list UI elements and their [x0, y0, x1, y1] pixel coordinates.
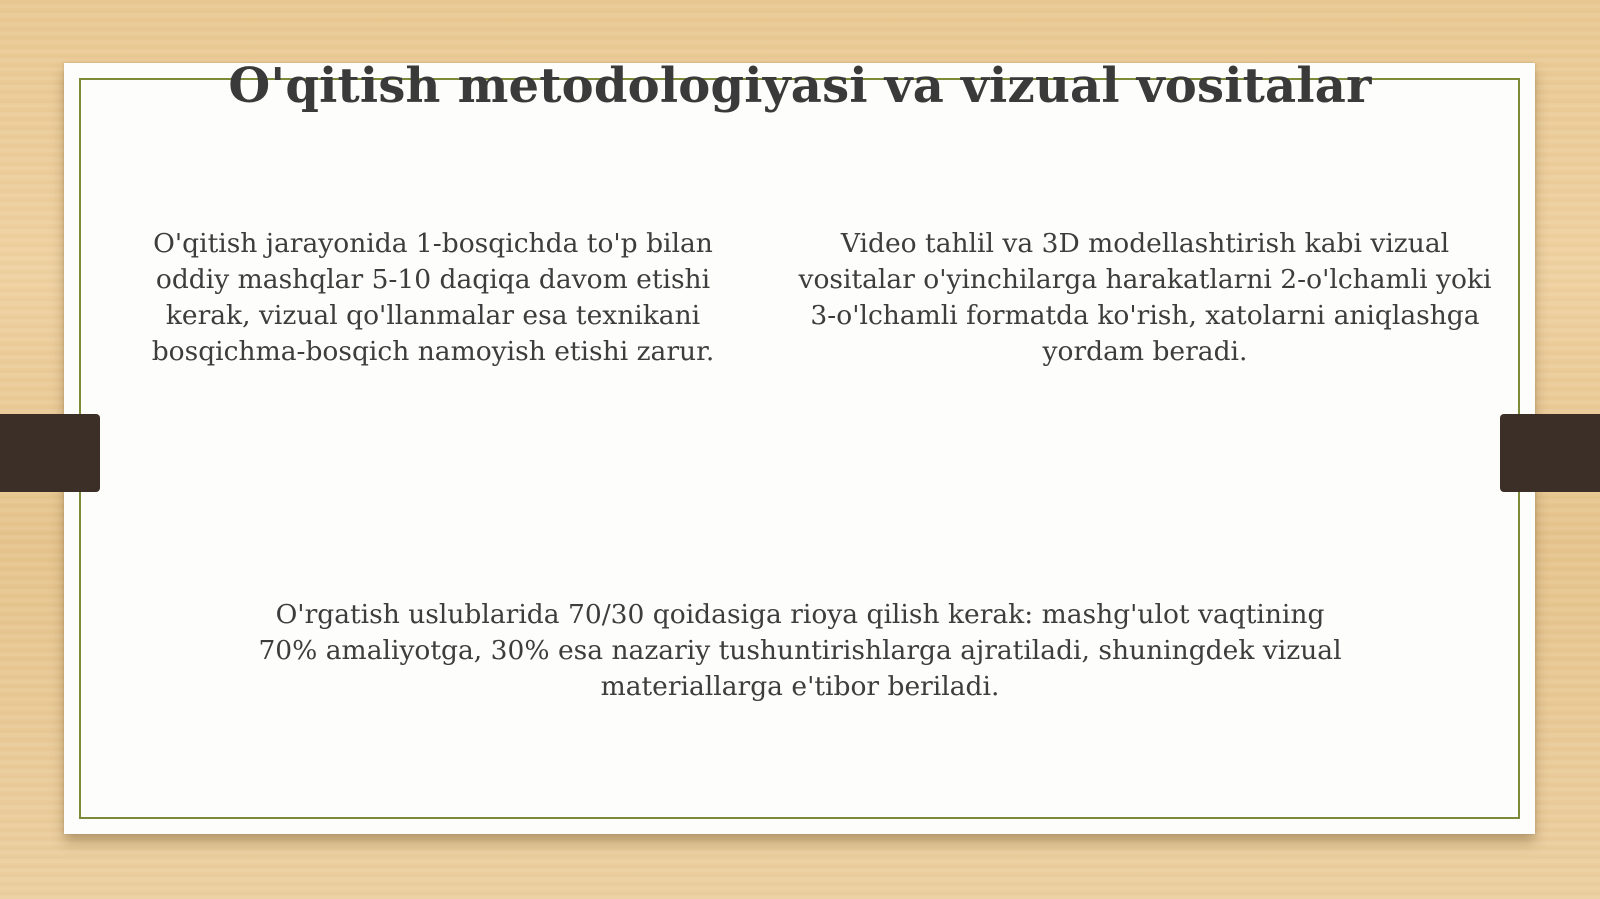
left-binder-clip: [0, 414, 100, 492]
slide-title: O'qitish metodologiyasi va vizual vositalar: [228, 58, 1372, 114]
right-binder-clip: [1500, 414, 1600, 492]
slide-paper: [64, 63, 1535, 834]
slide-border: [79, 78, 1520, 819]
right-text-block: Video tahlil va 3D modellashtirish kabi vizual vositalar o'yinchilarga harakatlarni 2-o'lchamli yoki 3-o'lchamli formatda ko'rish, xatolarni aniqlashga yordam beradi.: [798, 228, 1492, 367]
left-text-block: O'qitish jarayonida 1-bosqichda to'p bilan oddiy mashqlar 5-10 daqiqa davom etishi kerak, vizual qo'llanmalar esa texnikani bosqichma-bosqich namoyish etishi zarur.: [151, 228, 715, 367]
bottom-text-block: O'rgatish uslublarida 70/30 qoidasiga rioya qilish kerak: mashg'ulot vaqtining 70% amaliyotga, 30% esa nazariy tushuntirishlarga ajratiladi, shuningdek vizual materiallarga e'tibor beriladi.: [258, 599, 1342, 702]
